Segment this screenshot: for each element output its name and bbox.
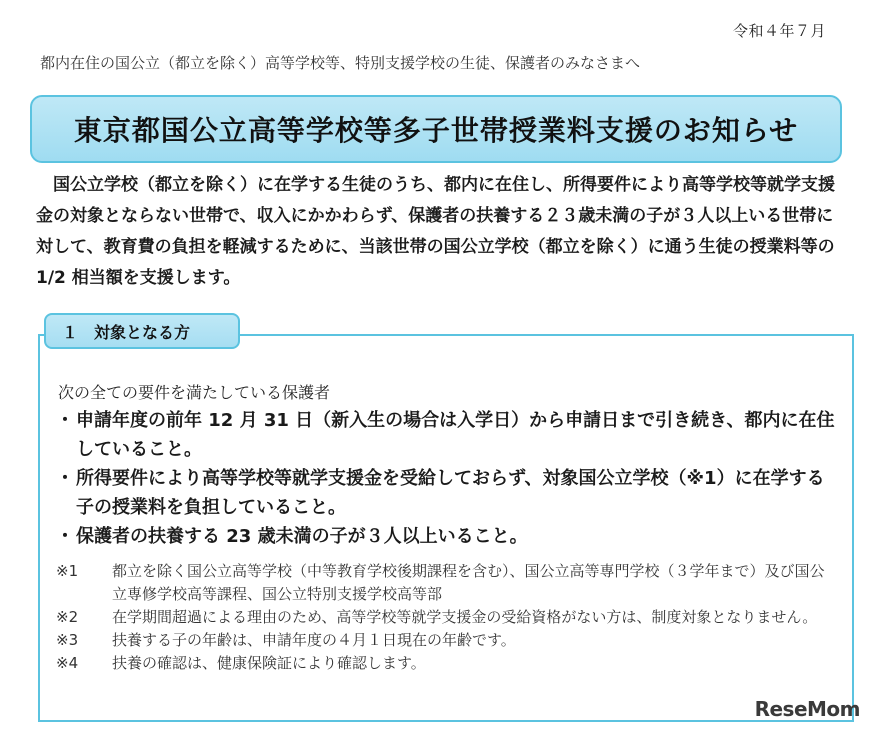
requirement-item bbox=[56, 522, 836, 551]
requirements-lead: 次の全ての要件を満たしている保護者 bbox=[58, 383, 331, 402]
bullet-mark: ・ bbox=[56, 526, 74, 547]
bullet-mark: ・ bbox=[56, 468, 74, 489]
note-item bbox=[56, 560, 836, 606]
document-date: 令和４年７月 bbox=[732, 22, 826, 40]
title-banner bbox=[30, 95, 842, 163]
note-mark: ※1 bbox=[56, 562, 79, 580]
note-mark: ※3 bbox=[56, 631, 79, 649]
requirement-item bbox=[56, 464, 836, 522]
note-mark: ※4 bbox=[56, 654, 79, 672]
requirement-text: 所得要件により高等学校等就学支援金を受給しておらず、対象国公立学校（※1）に在学する子の授業料を負担していること。 bbox=[76, 468, 825, 518]
note-item bbox=[56, 606, 836, 629]
notes-list bbox=[56, 560, 836, 675]
requirement-text: 保護者の扶養する 23 歳未満の子が３人以上いること。 bbox=[76, 526, 528, 547]
resemom-watermark: ReseMom bbox=[754, 697, 860, 721]
bullet-mark: ・ bbox=[56, 410, 74, 431]
note-item bbox=[56, 652, 836, 675]
note-text: 扶養の確認は、健康保険証により確認します。 bbox=[112, 654, 426, 672]
requirements-list bbox=[56, 406, 836, 551]
page-title: 東京都国公立高等学校等多子世帯授業料支援のお知らせ bbox=[73, 114, 799, 147]
addressee-line: 都内在住の国公立（都立を除く）高等学校等、特別支援学校の生徒、保護者のみなさまへ bbox=[40, 54, 641, 72]
requirement-text: 申請年度の前年 12 月 31 日（新入生の場合は入学日）から申請日まで引き続き、都内に在住していること。 bbox=[76, 410, 835, 460]
note-text: 扶養する子の年齢は、申請年度の４月１日現在の年齢です。 bbox=[112, 631, 516, 649]
note-text: 都立を除く国公立高等学校（中等教育学校後期課程を含む）、国公立高等専門学校（３学年まで）及び国公立専修学校高等課程、国公立特別支援学校高等部 bbox=[112, 562, 825, 603]
note-item bbox=[56, 629, 836, 652]
section-heading: １ 対象となる方 bbox=[44, 313, 240, 349]
note-text: 在学期間超過による理由のため、高等学校等就学支援金の受給資格がない方は、制度対象となりません。 bbox=[112, 608, 818, 626]
requirement-item bbox=[56, 406, 836, 464]
note-mark: ※2 bbox=[56, 608, 79, 626]
intro-paragraph: 国公立学校（都立を除く）に在学する生徒のうち、都内に在住し、所得要件により高等学校等就学支援金の対象とならない世帯で、収入にかかわらず、保護者の扶養する２３歳未満の子が３人以上いる世帯に対して、教育費の負担を軽減するために、当該世帯の国公立学校（都立を除く）に通う生徒の授業料等の 1/2 相当額を支援します。 bbox=[36, 175, 835, 288]
